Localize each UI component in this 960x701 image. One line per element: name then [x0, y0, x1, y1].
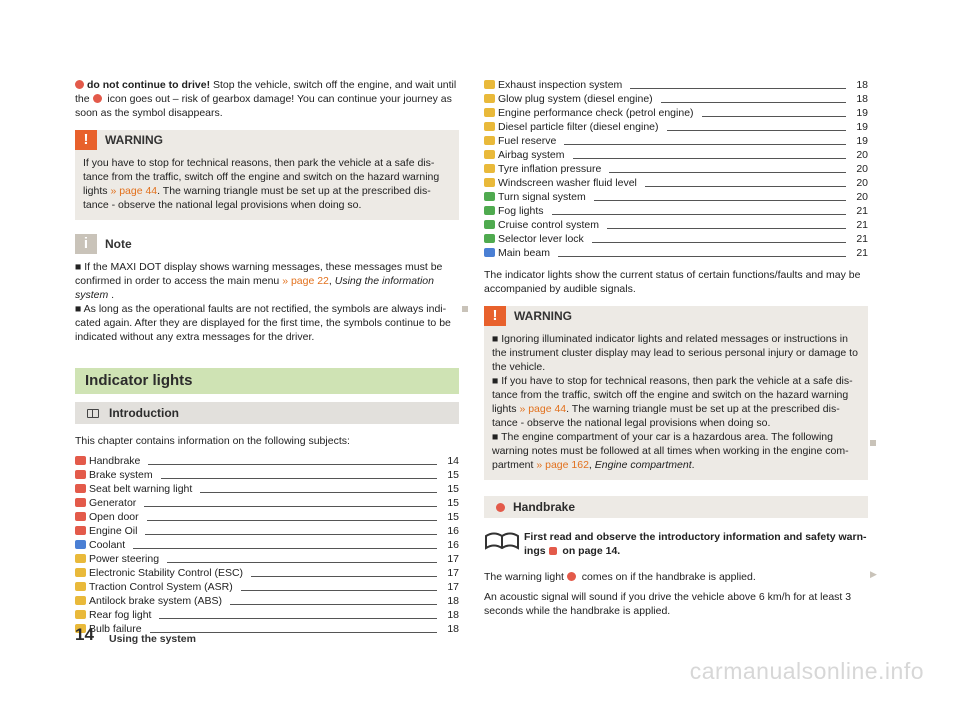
toc-page: 17	[447, 581, 459, 593]
intro-text-1: Stop the vehicle, switch off the engine, and wait until the	[75, 79, 457, 105]
toc-page: 15	[447, 469, 459, 481]
toc-page: 18	[856, 79, 868, 91]
toc-label: Selector lever lock	[498, 233, 584, 245]
toc-leader	[607, 228, 846, 229]
door-icon	[75, 512, 86, 521]
toc-label: Antilock brake system (ABS)	[89, 595, 223, 607]
turn-signal-icon	[484, 192, 495, 201]
selector-icon	[484, 234, 495, 243]
toc-leader	[645, 186, 846, 187]
notice-text-part: First read and observe the introductory information and safety warn-ings	[524, 531, 867, 557]
toc-entry	[75, 538, 125, 552]
page-number: 14	[75, 625, 94, 644]
warning-box-right	[484, 306, 868, 480]
warning-title: WARNING	[506, 306, 868, 326]
toc-item[interactable]	[75, 482, 459, 496]
glowplug-icon	[484, 94, 495, 103]
note-item-2: ■ As long as the operational faults are not rectified, the symbols are always indi-cated again. After they are displayed for the first time, the symbols continue to be indicated without any extra messages for the driver.	[75, 303, 451, 343]
note-title: Note	[97, 234, 459, 254]
toc-entry	[75, 594, 222, 608]
light-text	[484, 570, 868, 584]
toc-leader	[564, 144, 846, 145]
warning-box	[75, 130, 459, 220]
warning-exclamation-icon: !	[484, 306, 506, 326]
toc-item[interactable]	[484, 120, 868, 134]
toc-leader	[552, 214, 846, 215]
toc-entry	[75, 566, 243, 580]
notice-block	[484, 530, 868, 558]
notice-text-part: on page 14.	[559, 545, 621, 557]
toc-leader	[200, 492, 437, 493]
warning-text	[83, 156, 451, 212]
toc-entry	[484, 106, 694, 120]
warning-text-part: . The warning triangle must be set up at the prescribed dis-tance - observe the national legal provisions when doing so.	[83, 185, 431, 211]
toc-page: 16	[447, 539, 459, 551]
toc-item[interactable]	[75, 538, 459, 552]
toc-entry	[75, 496, 136, 510]
warning-text-part: ,	[588, 459, 595, 471]
signal-text: An acoustic signal will sound if you drive the vehicle above 6 km/h for at least 3 seconds while the handbrake is applied.	[484, 591, 852, 617]
washer-icon	[484, 178, 495, 187]
abs-icon	[75, 596, 86, 605]
toc-entry	[484, 78, 622, 92]
esc-icon	[75, 568, 86, 577]
warning-text-part: . The warning triangle must be set up at the prescribed dis-tance - observe the national legal provisions when doing so.	[492, 403, 840, 429]
section-end-marker	[870, 440, 876, 446]
toc-label: Main beam	[498, 247, 550, 259]
continue-arrow-icon: ▶	[870, 569, 877, 579]
toc-entry	[75, 468, 153, 482]
toc-item[interactable]	[75, 608, 459, 622]
footer-label: Using the system	[109, 633, 196, 645]
rear-fog-icon	[75, 610, 86, 619]
toc-page: 18	[856, 93, 868, 105]
toc-page: 21	[856, 247, 868, 259]
toc-leader	[630, 88, 846, 89]
toc-page: 15	[447, 483, 459, 495]
toc-label: Diesel particle filter (diesel engine)	[498, 121, 659, 133]
note-text: ,	[328, 275, 335, 287]
note-item-1	[75, 260, 459, 302]
airbag-icon	[484, 150, 495, 159]
note-header	[75, 234, 459, 254]
toc-item[interactable]	[484, 204, 868, 218]
toc-item[interactable]	[484, 218, 868, 232]
toc-item[interactable]	[484, 232, 868, 246]
toc-entry	[75, 580, 233, 594]
intro-bold: do not continue to drive!	[87, 79, 211, 91]
toc-item[interactable]	[484, 246, 868, 260]
toc-leader	[148, 464, 437, 465]
toc-leader	[594, 200, 846, 201]
toc-page: 21	[856, 219, 868, 231]
warning-header	[75, 130, 459, 150]
page-44-link[interactable]: » page 44	[519, 403, 567, 415]
toc-leader	[147, 520, 437, 521]
toc-entry	[75, 482, 192, 496]
toc-label: Open door	[89, 511, 139, 523]
toc-label: Airbag system	[498, 149, 565, 161]
warning-header	[484, 306, 868, 326]
toc-entry	[484, 176, 637, 190]
toc-label: Fog lights	[498, 205, 544, 217]
handbrake-heading	[484, 496, 868, 518]
toc-item[interactable]	[75, 524, 459, 538]
toc-label: Traction Control System (ASR)	[89, 581, 233, 593]
toc-page: 19	[856, 107, 868, 119]
engine-icon	[484, 108, 495, 117]
page-22-link[interactable]: » page 22	[282, 275, 329, 287]
toc-entry	[484, 190, 586, 204]
toc-leader	[573, 158, 846, 159]
toc-item[interactable]	[75, 468, 459, 482]
warning-italic: Engine compartment	[594, 459, 692, 471]
status-text: The indicator lights show the current status of certain functions/faults and may be accompanied by audible signals.	[484, 269, 861, 295]
warning-item-3	[492, 430, 860, 472]
section-title: Indicator lights	[75, 368, 459, 394]
toc-entry	[484, 246, 550, 260]
toc-label: Tyre inflation pressure	[498, 163, 602, 175]
cruise-icon	[484, 220, 495, 229]
toc-label: Exhaust inspection system	[498, 79, 623, 91]
toc-leader	[144, 506, 437, 507]
toc-leader	[592, 242, 846, 243]
toc-page: 21	[856, 233, 868, 245]
handbrake-title: Handbrake	[513, 500, 576, 514]
toc-leader	[251, 576, 437, 577]
toc-item[interactable]	[484, 92, 868, 106]
toc-item[interactable]	[75, 552, 459, 566]
toc-entry	[484, 232, 584, 246]
toc-page: 16	[447, 525, 459, 537]
toc-label: Coolant	[89, 539, 126, 551]
asr-icon	[75, 582, 86, 591]
battery-icon	[75, 498, 86, 507]
toc-item[interactable]	[484, 106, 868, 120]
note-italic: Using the information system	[75, 275, 434, 301]
toc-entry	[75, 608, 151, 622]
toc-label: Electronic Stability Control (ESC)	[89, 567, 244, 579]
introduction-heading	[75, 402, 459, 424]
seatbelt-icon	[75, 484, 86, 493]
coolant-icon	[75, 540, 86, 549]
toc-label: Windscreen washer fluid level	[498, 177, 637, 189]
intro-paragraph	[75, 78, 459, 120]
toc-leader	[161, 478, 437, 479]
toc-label: Glow plug system (diesel engine)	[498, 93, 653, 105]
toc-page: 15	[447, 497, 459, 509]
toc-label: Cruise control system	[498, 219, 599, 231]
toc-item[interactable]	[484, 148, 868, 162]
page-44-link[interactable]: » page 44	[110, 185, 158, 197]
toc-page: 17	[447, 553, 459, 565]
toc-label: Seat belt warning light	[89, 483, 193, 495]
warning-exclamation-icon: !	[75, 130, 97, 150]
warning-item-2	[492, 374, 860, 430]
toc-page: 18	[447, 609, 459, 621]
book-icon	[87, 409, 99, 418]
toc-page: 18	[447, 623, 459, 635]
handbrake-icon	[496, 503, 505, 512]
toc-page: 21	[856, 205, 868, 217]
tyre-icon	[484, 164, 495, 173]
toc-leader	[661, 102, 846, 103]
note-text: ■ If the MAXI DOT display shows warning messages, these messages must be confirmed in order to access the main menu	[75, 261, 443, 287]
notice-text	[524, 530, 868, 558]
toc-list-right	[484, 78, 868, 260]
warning-text-part: If you have to stop for technical reasons, then park the vehicle at a safe dis-tance from the traffic, switch off the engine and switch on the hazard warning lights	[83, 157, 440, 197]
handbrake-icon	[75, 456, 86, 465]
toc-item[interactable]	[75, 566, 459, 580]
toc-page: 17	[447, 567, 459, 579]
gearbox-warning-icon	[75, 80, 84, 89]
toc-entry	[484, 162, 601, 176]
toc-item[interactable]	[75, 496, 459, 510]
oil-icon	[75, 526, 86, 535]
toc-entry	[484, 92, 653, 106]
toc-item[interactable]	[484, 134, 868, 148]
toc-page: 15	[447, 511, 459, 523]
toc-leader	[558, 256, 846, 257]
warning-exclamation-icon	[549, 547, 557, 555]
toc-leader	[133, 548, 437, 549]
toc-item[interactable]	[484, 176, 868, 190]
toc-label: Bulb failure	[89, 623, 142, 635]
exhaust-icon	[484, 80, 495, 89]
light-text-part: The warning light	[484, 571, 567, 583]
toc-leader	[167, 562, 437, 563]
toc-leader	[145, 534, 437, 535]
toc-label: Brake system	[89, 469, 153, 481]
toc-item[interactable]	[75, 510, 459, 524]
toc-page: 20	[856, 163, 868, 175]
light-text-part: comes on if the handbrake is applied.	[578, 571, 756, 583]
toc-label: Turn signal system	[498, 191, 586, 203]
page-162-link[interactable]: » page 162	[536, 459, 589, 471]
toc-item[interactable]	[75, 580, 459, 594]
note-block	[75, 234, 459, 344]
toc-item[interactable]	[484, 78, 868, 92]
toc-leader	[609, 172, 846, 173]
brake-icon	[75, 470, 86, 479]
toc-entry	[75, 552, 159, 566]
fuel-icon	[484, 136, 495, 145]
toc-label: Generator	[89, 497, 137, 509]
watermark: carmanualsonline.info	[689, 658, 924, 684]
introduction-label: Introduction	[109, 406, 179, 420]
toc-label: Engine performance check (petrol engine)	[498, 107, 694, 119]
steering-icon	[75, 554, 86, 563]
warning-item-1: ■ Ignoring illuminated indicator lights and related messages or instructions in the instrument cluster display may lead to serious personal injury or damage to the vehicle.	[492, 333, 858, 373]
toc-label: Fuel reserve	[498, 135, 557, 147]
toc-page: 18	[447, 595, 459, 607]
toc-page: 20	[856, 191, 868, 203]
toc-leader	[230, 604, 437, 605]
toc-list-left	[75, 454, 459, 636]
note-text: .	[108, 289, 115, 301]
main-beam-icon	[484, 248, 495, 257]
toc-leader	[702, 116, 846, 117]
gearbox-warning-icon	[93, 94, 102, 103]
toc-label: Handbrake	[89, 455, 141, 467]
warning-text-part: ■ If you have to stop for technical reasons, then park the vehicle at a safe dis-tance from the traffic, switch off the engine and switch on the hazard warning lights	[492, 375, 853, 415]
toc-leader	[667, 130, 847, 131]
toc-label: Engine Oil	[89, 525, 138, 537]
intro-text-2: icon goes out – risk of gearbox damage! You can continue your journey as soon as the symbol disappears.	[75, 93, 452, 119]
toc-leader	[241, 590, 437, 591]
toc-entry	[75, 510, 139, 524]
toc-page: 14	[447, 455, 459, 467]
toc-entry	[75, 524, 137, 538]
dpf-icon	[484, 122, 495, 131]
info-icon: i	[75, 234, 97, 254]
chapter-text: This chapter contains information on the following subjects:	[75, 435, 350, 447]
warning-text-part: ■ The engine compartment of your car is a hazardous area. The following warning notes must be followed at all times when working in the engine com-partment	[492, 431, 849, 471]
handbrake-icon	[567, 572, 576, 581]
toc-entry	[484, 134, 556, 148]
toc-item[interactable]	[75, 454, 459, 468]
toc-leader	[159, 618, 437, 619]
left-column	[75, 78, 459, 636]
toc-entry	[484, 218, 599, 232]
toc-entry	[484, 148, 565, 162]
toc-entry	[75, 454, 140, 468]
toc-label: Power steering	[89, 553, 160, 565]
toc-page: 19	[856, 135, 868, 147]
right-column	[484, 78, 868, 624]
toc-page: 20	[856, 177, 868, 189]
toc-item[interactable]	[484, 190, 868, 204]
toc-item[interactable]	[75, 594, 459, 608]
toc-page: 20	[856, 149, 868, 161]
warning-title: WARNING	[97, 130, 459, 150]
open-book-icon	[484, 530, 520, 552]
fog-icon	[484, 206, 495, 215]
toc-page: 19	[856, 121, 868, 133]
toc-label: Rear fog light	[89, 609, 152, 621]
warning-text-part: .	[691, 459, 695, 471]
toc-entry	[484, 120, 659, 134]
toc-entry	[484, 204, 544, 218]
toc-item[interactable]	[484, 162, 868, 176]
section-end-marker	[462, 306, 468, 312]
